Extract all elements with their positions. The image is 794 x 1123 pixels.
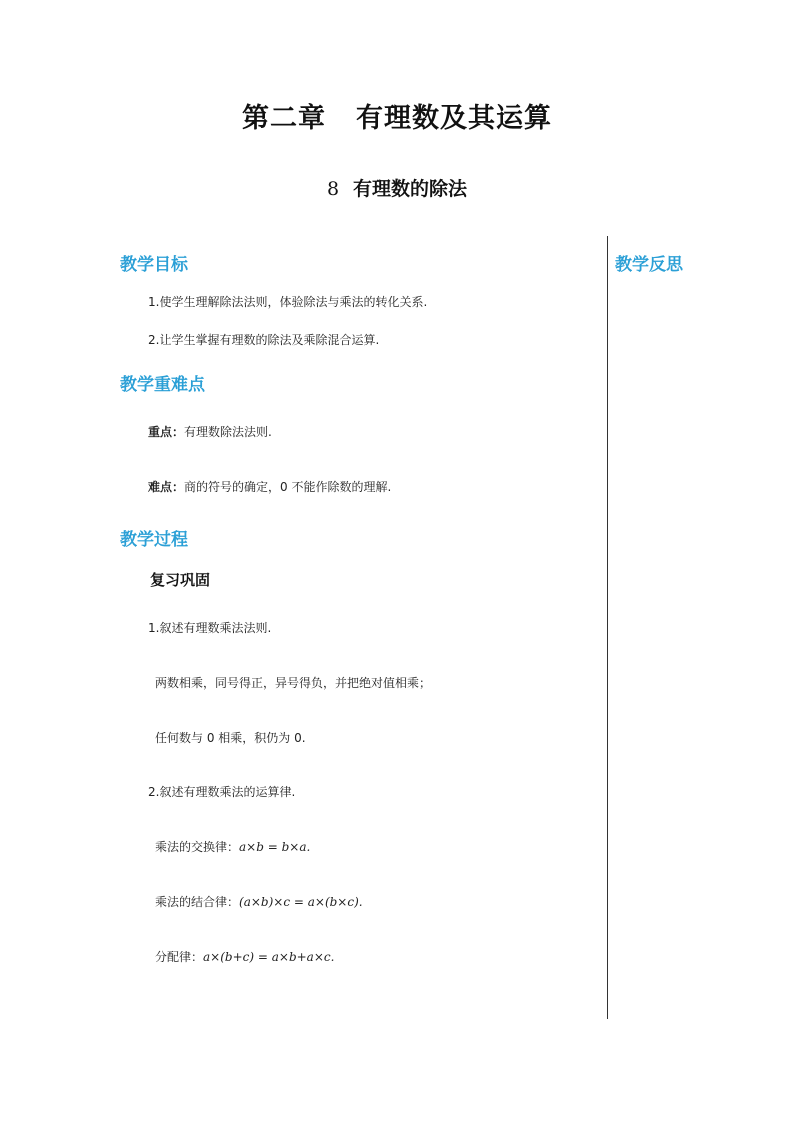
law-distributive-formula: a×(b+c) = a×b+a×c. [203,950,335,964]
difficult-label: 难点： [148,480,185,494]
column-divider [607,236,608,1019]
law-associative [155,893,363,910]
law-distributive-label: 分配律： [155,950,204,964]
goals-heading: 教学目标 [120,255,188,275]
review-answer-1-line-2: 任何数与 0 相乘，积仍为 0. [155,731,306,745]
law-associative-formula: (a×b)×c = a×(b×c). [239,895,363,909]
lesson-number: 8 [326,178,340,200]
keypoints-heading: 教学重难点 [120,375,205,395]
law-commutative-formula: a×b = b×a. [239,840,311,854]
law-commutative-label: 乘法的交换律： [155,840,240,854]
lesson-name: 有理数的除法 [353,178,468,200]
goal-item-2: 2.让学生掌握有理数的除法及乘除混合运算. [148,333,380,347]
goal-item-1: 1.使学生理解除法法则，体验除法与乘法的转化关系. [148,295,428,309]
review-question-1: 1.叙述有理数乘法法则. [148,621,272,635]
law-commutative [155,838,310,855]
chapter-name: 有理数及其运算 [356,103,552,134]
law-distributive [155,948,334,965]
chapter-label: 第二章 [242,103,326,134]
review-heading: 复习巩固 [150,571,211,589]
law-associative-label: 乘法的结合律： [155,895,240,909]
key-label: 重点： [148,425,185,439]
difficult-text: 商的符号的确定，0 不能作除数的理解. [184,480,392,494]
review-question-2: 2.叙述有理数乘法的运算律. [148,785,296,799]
difficult-point [148,478,391,495]
chapter-title [0,96,794,135]
key-text: 有理数除法法则. [184,425,272,439]
process-heading: 教学过程 [120,530,188,550]
review-answer-1-line-1: 两数相乘，同号得正，异号得负，并把绝对值相乘； [155,676,432,690]
key-point [148,423,272,440]
reflection-heading: 教学反思 [615,255,683,275]
lesson-title [0,174,794,201]
